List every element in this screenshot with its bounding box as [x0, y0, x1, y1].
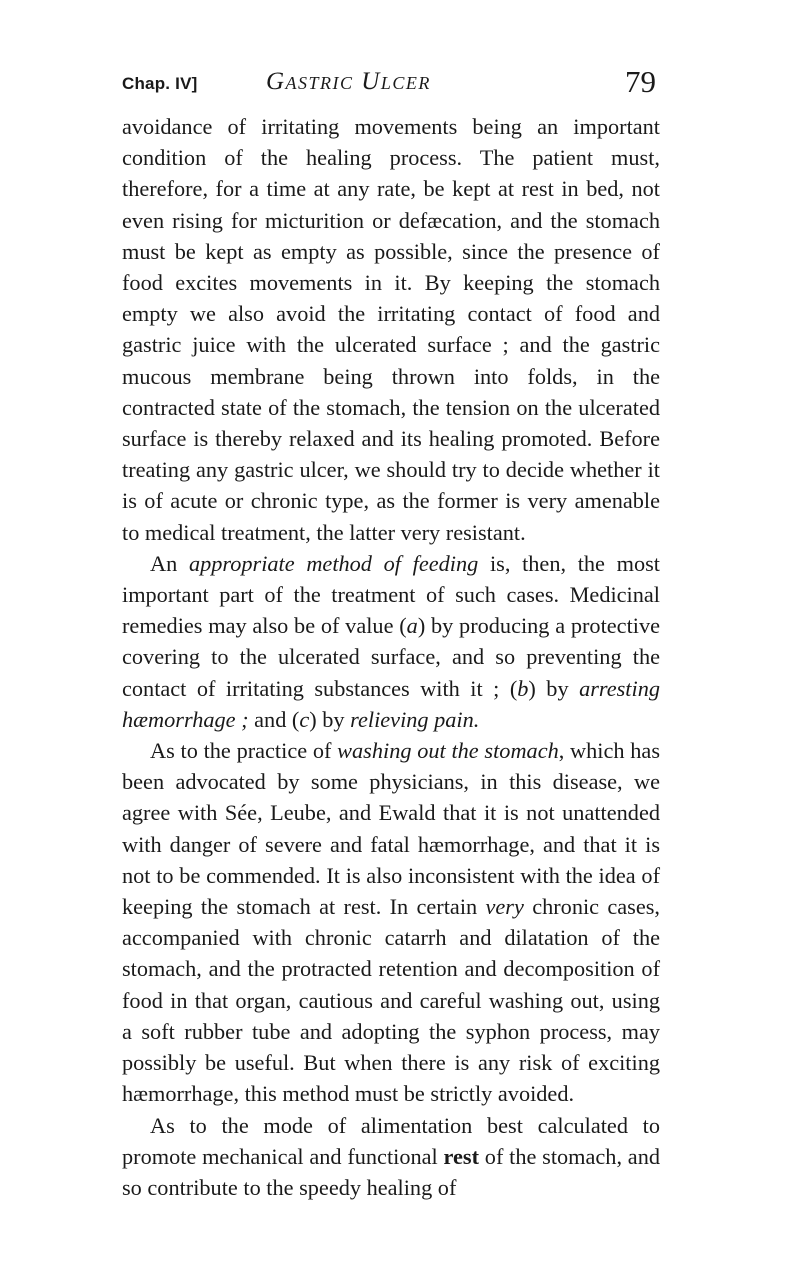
paragraph-1-text: avoidance of irritating movements being an important condition of the healing process. The patient must, therefore, for a time at any rate, be kept at rest in bed, not even rising for micturition or defæcation, and the stomach must be kept as empty as possible, since the presence of food excites movements in it. By keeping the stomach empty we also avoid the irritating contact of food and gastric juice with the ulcerated surface ; and the gastric mucous membrane being thrown into folds, in the contracted state of the stomach, the tension on the ulcerated surface is thereby relaxed and its healing promoted. Before treating any gastric ulcer, we should try to decide whether it is of acute or chronic type, as the former is very amenable to medical treatment, the latter very resistant.: [122, 114, 660, 545]
page-number: 79: [625, 64, 656, 99]
italic-run: a: [406, 613, 418, 639]
italic-run: washing out the stomach: [337, 738, 559, 764]
text-run: As to the practice of: [150, 738, 338, 764]
paragraph-3: [122, 735, 660, 1109]
chapter-label: Chap. IV]: [122, 74, 198, 93]
text-run: An: [150, 550, 189, 576]
italic-run: very: [485, 894, 524, 920]
text-run: As to the mode of alimentation best calculated to promote mechanical and functional: [122, 1112, 660, 1169]
text-run: , which has been advocated by some physicians, in this disease, we agree with Sée, Leube, and Ewald that it is not unattended with danger of severe and fatal hæmorrhage, and that it is not to be commended. It is also inconsistent with the idea of keeping the stomach at rest. In certain: [122, 738, 661, 920]
body-text: [122, 111, 660, 1203]
paragraph-1: [122, 111, 660, 548]
bold-run: rest: [443, 1143, 480, 1169]
italic-run: relieving pain.: [350, 706, 480, 732]
text-run: and (: [248, 706, 300, 732]
text-run: ) by: [309, 706, 351, 732]
text-run: is, then, the most important part of the treatment of such cases. Medicinal remedies may also be of value (: [122, 550, 660, 639]
paragraph-2: [122, 548, 660, 735]
running-head: [122, 60, 660, 100]
running-title: Gastric Ulcer: [266, 68, 431, 95]
text-run: ) by: [528, 675, 580, 701]
text-run: of the stomach, and so contribute to the speedy healing of: [122, 1143, 661, 1200]
paragraph-4: [122, 1110, 660, 1204]
italic-run: arresting hæmorrhage ;: [122, 675, 660, 732]
text-run: ) by producing a protective covering to the ulcerated surface, and so preventing the contact of irritating substances with it ; (: [122, 613, 661, 701]
italic-run: b: [517, 675, 529, 701]
italic-run: c: [299, 706, 310, 732]
text-run: chronic cases, accompanied with chronic catarrh and dilatation of the stomach, and the protracted retention and decomposition of food in that organ, cautious and careful washing out, using a soft rubber tube and adopting the syphon process, may possibly be useful. But when there is any risk of exciting hæmorrhage, this method must be strictly avoided.: [122, 894, 661, 1107]
italic-run: appropriate method of feeding: [188, 550, 479, 576]
